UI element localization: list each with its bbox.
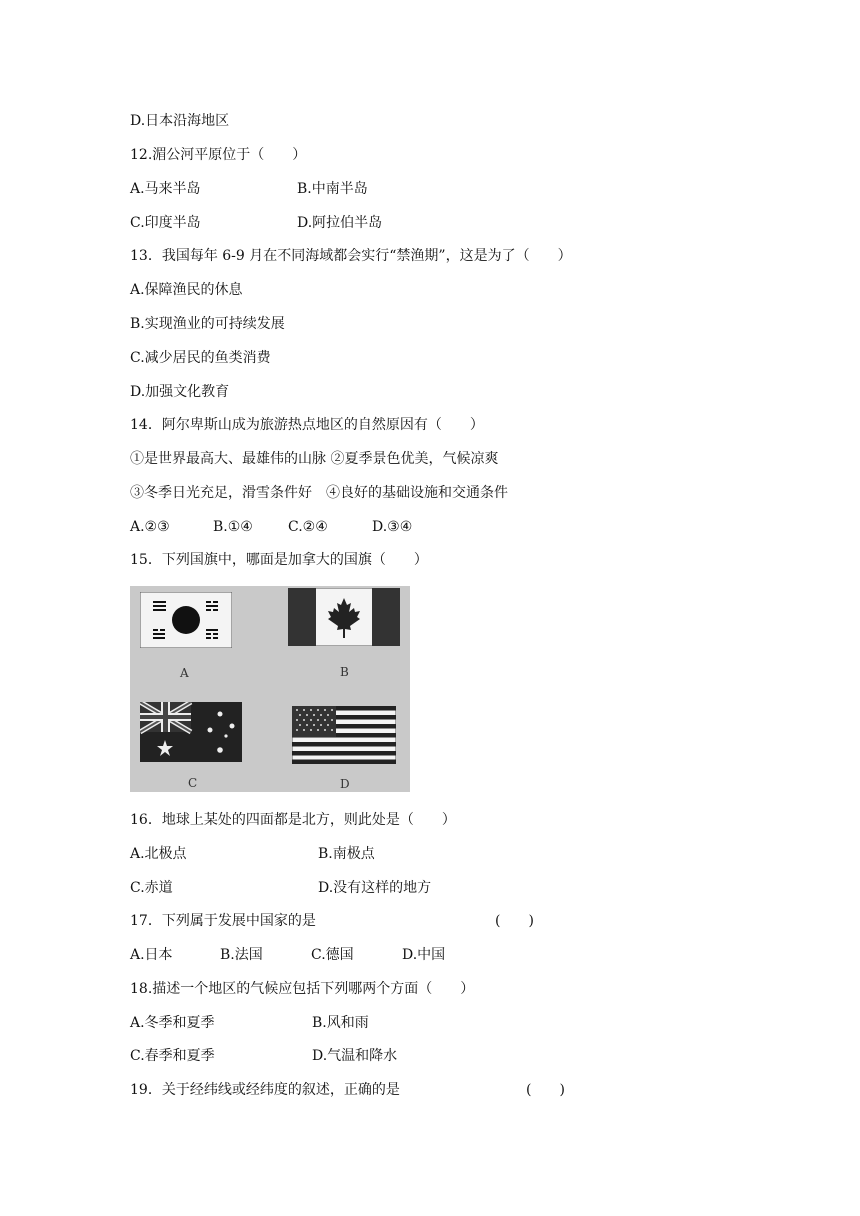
question-17-answer-paren: ( ) (495, 913, 534, 929)
flag-label-c: C (188, 776, 198, 790)
question-17-option-d: D.中国 (402, 947, 446, 963)
question-13-option-a: A.保障渔民的休息 (130, 282, 243, 298)
question-17-option-a: A.日本 (130, 947, 173, 963)
south-korea-flag-icon (140, 592, 232, 648)
question-16-stem: 16．地球上某处的四面都是北方，则此处是（ ） (130, 812, 456, 828)
flag-label-b: B (340, 665, 349, 679)
question-17-stem: 17．下列属于发展中国家的是 (130, 913, 316, 929)
question-19-answer-paren: ( ) (526, 1082, 565, 1098)
question-14-statements-1: ①是世界最高大、最雄伟的山脉 ②夏季景色优美，气候凉爽 (130, 451, 499, 467)
question-18-option-b: B.风和雨 (312, 1015, 369, 1031)
question-14-option-c: C.②④ (288, 519, 328, 535)
question-12-stem: 12.湄公河平原位于（ ） (130, 147, 307, 163)
question-13-option-c: C.减少居民的鱼类消费 (130, 350, 271, 366)
question-18-option-c: C.春季和夏季 (130, 1048, 215, 1064)
question-11-option-d: D.日本沿海地区 (130, 113, 230, 129)
question-14-option-d: D.③④ (372, 519, 413, 535)
question-13-option-b: B.实现渔业的可持续发展 (130, 316, 285, 332)
question-18-stem: 18.描述一个地区的气候应包括下列哪两个方面（ ） (130, 981, 475, 997)
question-14-option-b: B.①④ (213, 519, 253, 535)
question-17-option-c: C.德国 (311, 947, 354, 963)
question-16-option-d: D.没有这样的地方 (318, 880, 432, 896)
question-12-option-d: D.阿拉伯半岛 (297, 215, 383, 231)
question-16-option-c: C.赤道 (130, 880, 173, 896)
usa-flag-icon (292, 706, 396, 764)
question-19-stem: 19．关于经纬线或经纬度的叙述，正确的是 (130, 1082, 400, 1098)
question-16-option-b: B.南极点 (318, 846, 375, 862)
flag-label-a: A (180, 666, 189, 680)
flag-label-d: D (340, 777, 350, 791)
flags-figure (130, 586, 410, 792)
question-13-stem: 13．我国每年 6-9 月在不同海域都会实行“禁渔期”，这是为了（ ） (130, 248, 572, 264)
question-18-option-d: D.气温和降水 (312, 1048, 398, 1064)
question-16-option-a: A.北极点 (130, 846, 187, 862)
question-14-statements-2: ③冬季日光充足，滑雪条件好 ④良好的基础设施和交通条件 (130, 485, 508, 501)
australia-flag-icon (140, 702, 242, 762)
question-18-option-a: A.冬季和夏季 (130, 1015, 215, 1031)
question-15-stem: 15．下列国旗中，哪面是加拿大的国旗（ ） (130, 552, 428, 568)
question-14-stem: 14．阿尔卑斯山成为旅游热点地区的自然原因有（ ） (130, 417, 484, 433)
canada-flag-icon (288, 588, 400, 646)
question-13-option-d: D.加强文化教育 (130, 384, 230, 400)
question-12-option-a: A.马来半岛 (130, 181, 201, 197)
question-12-option-b: B.中南半岛 (297, 181, 368, 197)
question-12-option-c: C.印度半岛 (130, 215, 201, 231)
question-17-option-b: B.法国 (220, 947, 263, 963)
question-14-option-a: A.②③ (130, 519, 170, 535)
